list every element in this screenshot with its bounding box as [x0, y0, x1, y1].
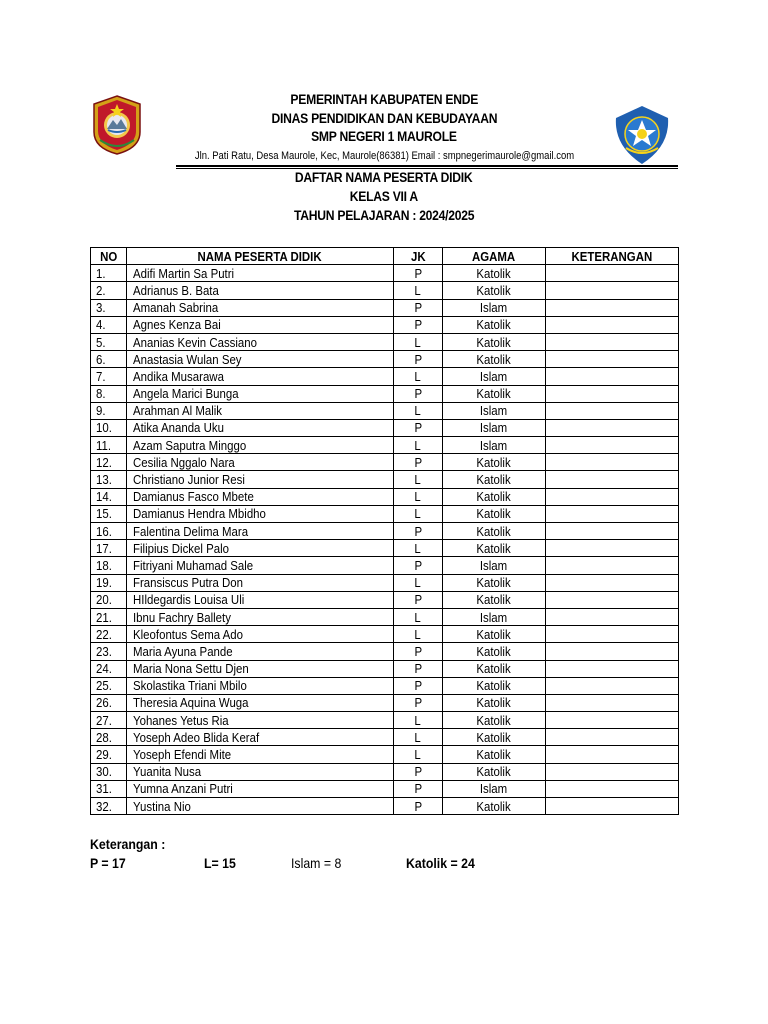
cell-gender: P	[394, 299, 443, 316]
header-divider-thin	[176, 168, 678, 169]
cell-notes	[546, 798, 679, 815]
cell-notes	[546, 265, 679, 282]
cell-no: 1.	[91, 265, 127, 282]
cell-student-name: Theresia Aquina Wuga	[127, 694, 394, 711]
cell-no: 22.	[91, 626, 127, 643]
table-row	[91, 505, 679, 522]
cell-notes	[546, 712, 679, 729]
cell-gender: L	[394, 437, 443, 454]
cell-student-name: Fitriyani Muhamad Sale	[127, 557, 394, 574]
cell-religion: Katolik	[443, 351, 546, 368]
cell-student-name: Azam Saputra Minggo	[127, 437, 394, 454]
cell-no: 21.	[91, 608, 127, 625]
cell-no: 7.	[91, 368, 127, 385]
table-row	[91, 402, 679, 419]
cell-gender: P	[394, 780, 443, 797]
cell-gender: P	[394, 677, 443, 694]
table-row	[91, 694, 679, 711]
cell-student-name: Anastasia Wulan Sey	[127, 351, 394, 368]
cell-religion: Katolik	[443, 385, 546, 402]
cell-religion: Katolik	[443, 505, 546, 522]
summary-female-count: P = 17	[90, 855, 126, 871]
cell-notes	[546, 694, 679, 711]
cell-gender: P	[394, 798, 443, 815]
cell-student-name: Damianus Fasco Mbete	[127, 488, 394, 505]
table-row	[91, 574, 679, 591]
cell-religion: Katolik	[443, 488, 546, 505]
table-row	[91, 368, 679, 385]
cell-no: 8.	[91, 385, 127, 402]
cell-no: 20.	[91, 591, 127, 608]
document-title: DAFTAR NAMA PESERTA DIDIK	[295, 170, 473, 185]
cell-gender: L	[394, 608, 443, 625]
cell-notes	[546, 780, 679, 797]
class-title: KELAS VII A	[349, 189, 419, 204]
cell-gender: L	[394, 402, 443, 419]
cell-religion: Katolik	[443, 454, 546, 471]
summary-male-count: L= 15	[204, 855, 236, 871]
cell-student-name: Yoseph Adeo Blida Keraf	[127, 729, 394, 746]
cell-no: 31.	[91, 780, 127, 797]
table-row	[91, 454, 679, 471]
cell-no: 2.	[91, 282, 127, 299]
summary-islam-count: Islam = 8	[291, 855, 342, 871]
cell-notes	[546, 557, 679, 574]
cell-religion: Katolik	[443, 574, 546, 591]
cell-notes	[546, 333, 679, 350]
cell-religion: Islam	[443, 419, 546, 436]
table-header-row	[91, 248, 679, 265]
cell-notes	[546, 419, 679, 436]
cell-no: 15.	[91, 505, 127, 522]
school-year-title: TAHUN PELAJARAN : 2024/2025	[293, 208, 475, 223]
cell-student-name: Ibnu Fachry Ballety	[127, 608, 394, 625]
table-row	[91, 488, 679, 505]
cell-student-name: Yohanes Yetus Ria	[127, 712, 394, 729]
cell-religion: Katolik	[443, 694, 546, 711]
table-row	[91, 591, 679, 608]
cell-no: 12.	[91, 454, 127, 471]
table-row	[91, 282, 679, 299]
table-row	[91, 419, 679, 436]
table-row	[91, 523, 679, 540]
cell-gender: P	[394, 419, 443, 436]
cell-notes	[546, 454, 679, 471]
cell-religion: Katolik	[443, 626, 546, 643]
cell-student-name: Angela Marici Bunga	[127, 385, 394, 402]
table-row	[91, 437, 679, 454]
cell-gender: P	[394, 385, 443, 402]
header-department: DINAS PENDIDIKAN DAN KEBUDAYAAN	[271, 111, 497, 126]
cell-religion: Islam	[443, 437, 546, 454]
cell-religion: Katolik	[443, 660, 546, 677]
cell-notes	[546, 437, 679, 454]
table-row	[91, 643, 679, 660]
cell-gender: P	[394, 454, 443, 471]
cell-notes	[546, 626, 679, 643]
cell-religion: Islam	[443, 368, 546, 385]
summary-katolik-count: Katolik = 24	[406, 855, 475, 871]
column-header-no: NO	[91, 248, 127, 265]
cell-student-name: Yuanita Nusa	[127, 763, 394, 780]
cell-no: 26.	[91, 694, 127, 711]
cell-religion: Islam	[443, 299, 546, 316]
cell-religion: Katolik	[443, 523, 546, 540]
column-header-name: NAMA PESERTA DIDIK	[127, 248, 394, 265]
cell-religion: Katolik	[443, 471, 546, 488]
cell-notes	[546, 729, 679, 746]
cell-student-name: Maria Ayuna Pande	[127, 643, 394, 660]
cell-religion: Katolik	[443, 316, 546, 333]
cell-gender: P	[394, 351, 443, 368]
cell-gender: L	[394, 712, 443, 729]
cell-student-name: Maria Nona Settu Djen	[127, 660, 394, 677]
cell-student-name: Andika Musarawa	[127, 368, 394, 385]
cell-gender: L	[394, 282, 443, 299]
cell-no: 30.	[91, 763, 127, 780]
cell-religion: Katolik	[443, 282, 546, 299]
cell-no: 11.	[91, 437, 127, 454]
cell-gender: L	[394, 746, 443, 763]
cell-no: 3.	[91, 299, 127, 316]
cell-gender: L	[394, 471, 443, 488]
cell-notes	[546, 746, 679, 763]
cell-student-name: Falentina Delima Mara	[127, 523, 394, 540]
table-row	[91, 316, 679, 333]
cell-religion: Katolik	[443, 333, 546, 350]
cell-no: 23.	[91, 643, 127, 660]
cell-gender: P	[394, 523, 443, 540]
cell-no: 4.	[91, 316, 127, 333]
cell-gender: L	[394, 505, 443, 522]
table-row	[91, 677, 679, 694]
cell-no: 9.	[91, 402, 127, 419]
table-row	[91, 608, 679, 625]
cell-student-name: Skolastika Triani Mbilo	[127, 677, 394, 694]
cell-notes	[546, 471, 679, 488]
cell-notes	[546, 368, 679, 385]
cell-student-name: Damianus Hendra Mbidho	[127, 505, 394, 522]
cell-religion: Katolik	[443, 591, 546, 608]
cell-gender: P	[394, 265, 443, 282]
header-divider-thick	[176, 165, 678, 167]
cell-student-name: Adrianus B. Bata	[127, 282, 394, 299]
cell-no: 16.	[91, 523, 127, 540]
cell-no: 5.	[91, 333, 127, 350]
cell-no: 24.	[91, 660, 127, 677]
cell-notes	[546, 540, 679, 557]
cell-student-name: Arahman Al Malik	[127, 402, 394, 419]
cell-no: 18.	[91, 557, 127, 574]
table-body	[91, 265, 679, 815]
table-row	[91, 660, 679, 677]
cell-gender: P	[394, 643, 443, 660]
cell-student-name: Fransiscus Putra Don	[127, 574, 394, 591]
cell-notes	[546, 299, 679, 316]
cell-gender: L	[394, 333, 443, 350]
cell-student-name: HIldegardis Louisa Uli	[127, 591, 394, 608]
cell-notes	[546, 608, 679, 625]
table-row	[91, 626, 679, 643]
cell-religion: Katolik	[443, 712, 546, 729]
cell-religion: Katolik	[443, 763, 546, 780]
cell-no: 10.	[91, 419, 127, 436]
cell-religion: Islam	[443, 557, 546, 574]
cell-gender: P	[394, 316, 443, 333]
cell-no: 13.	[91, 471, 127, 488]
table-row	[91, 763, 679, 780]
cell-notes	[546, 574, 679, 591]
table-row	[91, 798, 679, 815]
cell-no: 19.	[91, 574, 127, 591]
table-row	[91, 385, 679, 402]
cell-gender: P	[394, 763, 443, 780]
table-row	[91, 540, 679, 557]
cell-notes	[546, 316, 679, 333]
column-header-agama: AGAMA	[443, 248, 546, 265]
cell-student-name: Filipius Dickel Palo	[127, 540, 394, 557]
cell-notes	[546, 282, 679, 299]
cell-gender: L	[394, 574, 443, 591]
cell-student-name: Yustina Nio	[127, 798, 394, 815]
cell-notes	[546, 763, 679, 780]
header-school-name: SMP NEGERI 1 MAUROLE	[311, 129, 457, 144]
cell-notes	[546, 505, 679, 522]
cell-notes	[546, 591, 679, 608]
cell-no: 28.	[91, 729, 127, 746]
cell-student-name: Yumna Anzani Putri	[127, 780, 394, 797]
cell-no: 29.	[91, 746, 127, 763]
cell-gender: L	[394, 488, 443, 505]
cell-notes	[546, 660, 679, 677]
table-row	[91, 729, 679, 746]
cell-religion: Katolik	[443, 265, 546, 282]
cell-religion: Katolik	[443, 729, 546, 746]
cell-gender: L	[394, 729, 443, 746]
cell-no: 17.	[91, 540, 127, 557]
cell-gender: P	[394, 557, 443, 574]
cell-notes	[546, 523, 679, 540]
cell-no: 25.	[91, 677, 127, 694]
cell-religion: Katolik	[443, 540, 546, 557]
cell-student-name: Agnes Kenza Bai	[127, 316, 394, 333]
cell-religion: Katolik	[443, 746, 546, 763]
table-row	[91, 780, 679, 797]
column-header-jk: JK	[394, 248, 443, 265]
cell-religion: Katolik	[443, 643, 546, 660]
table-row	[91, 746, 679, 763]
summary-label: Keterangan :	[90, 836, 166, 852]
cell-student-name: Atika Ananda Uku	[127, 419, 394, 436]
cell-student-name: Cesilia Nggalo Nara	[127, 454, 394, 471]
cell-student-name: Ananias Kevin Cassiano	[127, 333, 394, 350]
cell-student-name: Yoseph Efendi Mite	[127, 746, 394, 763]
column-header-keterangan: KETERANGAN	[546, 248, 679, 265]
table-row	[91, 265, 679, 282]
cell-gender: P	[394, 591, 443, 608]
cell-notes	[546, 351, 679, 368]
header-government: PEMERINTAH KABUPATEN ENDE	[290, 92, 478, 107]
table-row	[91, 351, 679, 368]
cell-student-name: Christiano Junior Resi	[127, 471, 394, 488]
cell-notes	[546, 385, 679, 402]
cell-religion: Katolik	[443, 677, 546, 694]
cell-religion: Islam	[443, 402, 546, 419]
cell-no: 27.	[91, 712, 127, 729]
table-row	[91, 299, 679, 316]
cell-notes	[546, 643, 679, 660]
cell-student-name: Adifi Martin Sa Putri	[127, 265, 394, 282]
table-row	[91, 712, 679, 729]
cell-notes	[546, 402, 679, 419]
cell-no: 32.	[91, 798, 127, 815]
cell-no: 6.	[91, 351, 127, 368]
table-row	[91, 333, 679, 350]
cell-religion: Islam	[443, 608, 546, 625]
cell-gender: P	[394, 660, 443, 677]
cell-notes	[546, 488, 679, 505]
cell-gender: P	[394, 694, 443, 711]
table-row	[91, 471, 679, 488]
cell-no: 14.	[91, 488, 127, 505]
cell-gender: L	[394, 540, 443, 557]
cell-notes	[546, 677, 679, 694]
cell-religion: Islam	[443, 780, 546, 797]
cell-student-name: Amanah Sabrina	[127, 299, 394, 316]
header-address: Jln. Pati Ratu, Desa Maurole, Kec, Maurole(86381) Email : smpnegerimaurole@gmail.com	[194, 150, 574, 162]
table-row	[91, 557, 679, 574]
cell-gender: L	[394, 368, 443, 385]
cell-gender: L	[394, 626, 443, 643]
student-roster-table	[90, 247, 679, 815]
cell-student-name: Kleofontus Sema Ado	[127, 626, 394, 643]
cell-religion: Katolik	[443, 798, 546, 815]
